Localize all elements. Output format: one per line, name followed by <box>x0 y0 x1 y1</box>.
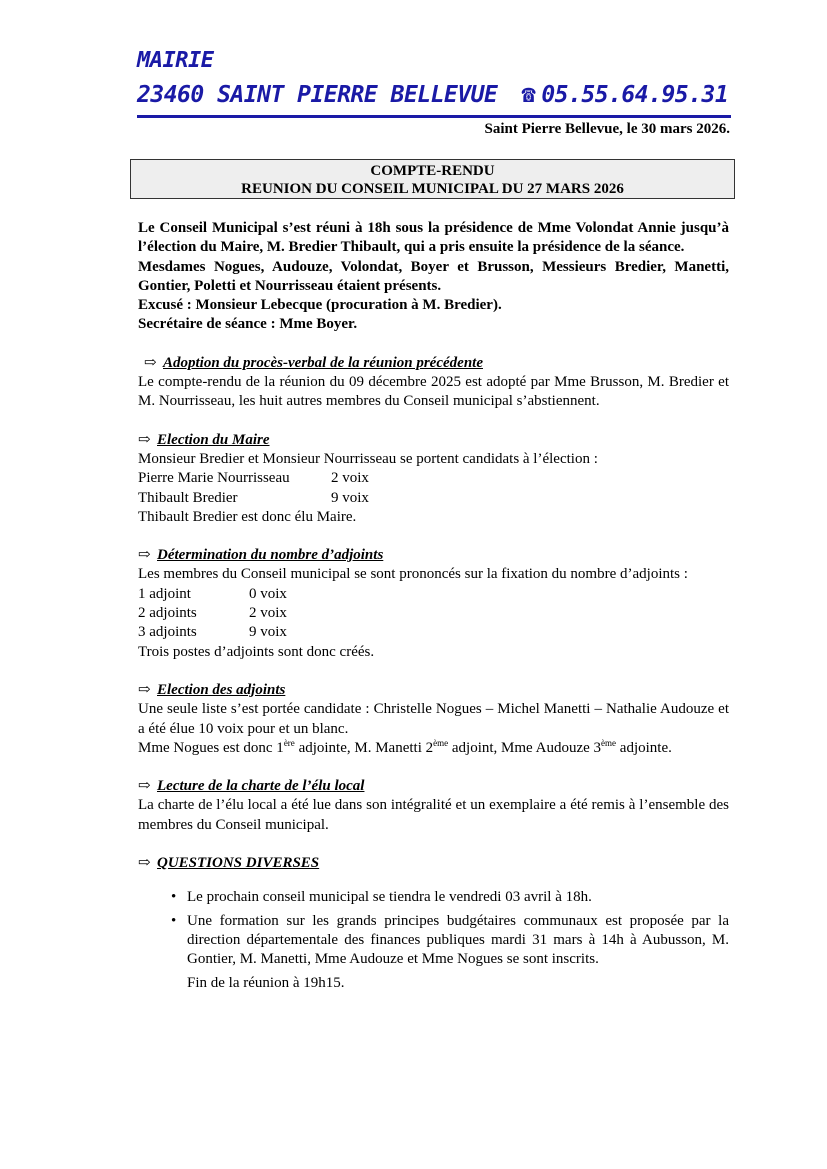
section-maire <box>138 431 729 527</box>
header-town: 23460 SAINT PIERRE BELLEVUE <box>137 82 498 108</box>
header-phone: 05.55.64.95.31 <box>541 82 729 108</box>
date-line: Saint Pierre Bellevue, le 30 mars 2026. <box>484 121 730 137</box>
title-line-1: COMPTE-RENDU <box>370 163 495 179</box>
questions-list <box>138 888 729 969</box>
vote-row: 3 adjoints 9 voix <box>138 624 287 641</box>
section-heading: ⇨ Election du Maire <box>138 431 729 450</box>
end-note: Fin de la réunion à 19h15. <box>187 974 345 991</box>
vote-row: Pierre Marie Nourrisseau 2 voix <box>138 470 369 487</box>
arrow-right-icon: ⇨ <box>138 778 151 795</box>
title-box <box>130 159 735 199</box>
header-rule <box>137 115 731 118</box>
document-body <box>138 219 729 993</box>
section-result: Mme Nogues est donc 1ère adjointe, M. Manetti 2ème adjoint, Mme Audouze 3ème adjointe. <box>138 737 672 756</box>
header-mairie: MAIRIE <box>137 48 214 73</box>
section-nombre-adjoints <box>138 546 729 662</box>
bullet-icon: • <box>171 912 177 929</box>
header-address <box>137 80 728 108</box>
section-result: Trois postes d’adjoints sont donc créés. <box>138 643 375 660</box>
intro-paragraph-1: Le Conseil Municipal s’est réuni à 18h sous la présidence de Mme Volondat Annie jusqu’à l’élection du Maire, M. Bredier Thibault, qui a pris ensuite la présidence de la séance. <box>138 220 729 256</box>
section-questions <box>138 854 729 993</box>
section-text: Le compte-rendu de la réunion du 09 décembre 2025 est adopté par Mme Brusson, M. Bredier et M. Nourrisseau, les huit autres membres du Conseil municipal s’abstiennent. <box>138 374 729 410</box>
arrow-right-icon: ⇨ <box>138 547 151 564</box>
section-text: La charte de l’élu local a été lue dans son intégralité et un exemplaire a été remis à l’ensemble des membres du Conseil municipal. <box>138 797 729 833</box>
section-heading: ⇨ Election des adjoints <box>138 681 729 700</box>
arrow-right-icon: ⇨ <box>138 855 151 872</box>
list-item: • Une formation sur les grands principes budgétaires communaux est proposée par la direction départementale des finances publiques mardi 31 mars à 14h à Aubusson, M. Gontier, M. Manetti, Mme Audouze et Mme Nogues se sont inscrits. <box>171 912 729 968</box>
telephone-icon: ☎ <box>521 80 536 108</box>
list-item: • Le prochain conseil municipal se tiendra le vendredi 03 avril à 18h. <box>138 888 729 907</box>
section-heading: ⇨ Détermination du nombre d’adjoints <box>138 546 729 565</box>
arrow-right-icon: ⇨ <box>138 681 151 698</box>
section-heading: ⇨ QUESTIONS DIVERSES <box>138 854 729 873</box>
section-text: Une seule liste s’est portée candidate : Christelle Nogues – Michel Manetti – Nathalie Audouze et a été élue 10 voix pour et un blanc. <box>138 701 729 737</box>
section-charte <box>138 777 729 835</box>
vote-row: 2 adjoints 2 voix <box>138 605 287 622</box>
bullet-icon: • <box>171 889 177 906</box>
section-election-adjoints <box>138 681 729 758</box>
section-adoption <box>138 354 729 412</box>
arrow-right-icon: ⇨ <box>138 431 151 448</box>
section-text: Monsieur Bredier et Monsieur Nourrisseau se portent candidats à l’élection : <box>138 450 598 467</box>
section-result: Thibault Bredier est donc élu Maire. <box>138 508 357 525</box>
vote-row: 1 adjoint 0 voix <box>138 585 287 602</box>
section-heading: ⇨ Lecture de la charte de l’élu local <box>138 777 729 796</box>
vote-row: Thibault Bredier 9 voix <box>138 489 369 506</box>
intro-paragraph-2: Mesdames Nogues, Audouze, Volondat, Boyer et Brusson, Messieurs Bredier, Manetti, Gontier, Poletti et Nourrisseau étaient présents. <box>138 258 729 294</box>
section-text: Les membres du Conseil municipal se sont prononcés sur la fixation du nombre d’adjoints : <box>138 566 688 583</box>
intro <box>138 219 729 335</box>
intro-excused: Excusé : Monsieur Lebecque (procuration à M. Bredier). <box>138 297 502 314</box>
section-heading: ⇨ Adoption du procès-verbal de la réunion précédente <box>138 354 729 373</box>
arrow-right-icon: ⇨ <box>144 354 157 371</box>
intro-secretary: Secrétaire de séance : Mme Boyer. <box>138 316 358 333</box>
title-line-2: REUNION DU CONSEIL MUNICIPAL DU 27 MARS 2026 <box>241 181 624 197</box>
